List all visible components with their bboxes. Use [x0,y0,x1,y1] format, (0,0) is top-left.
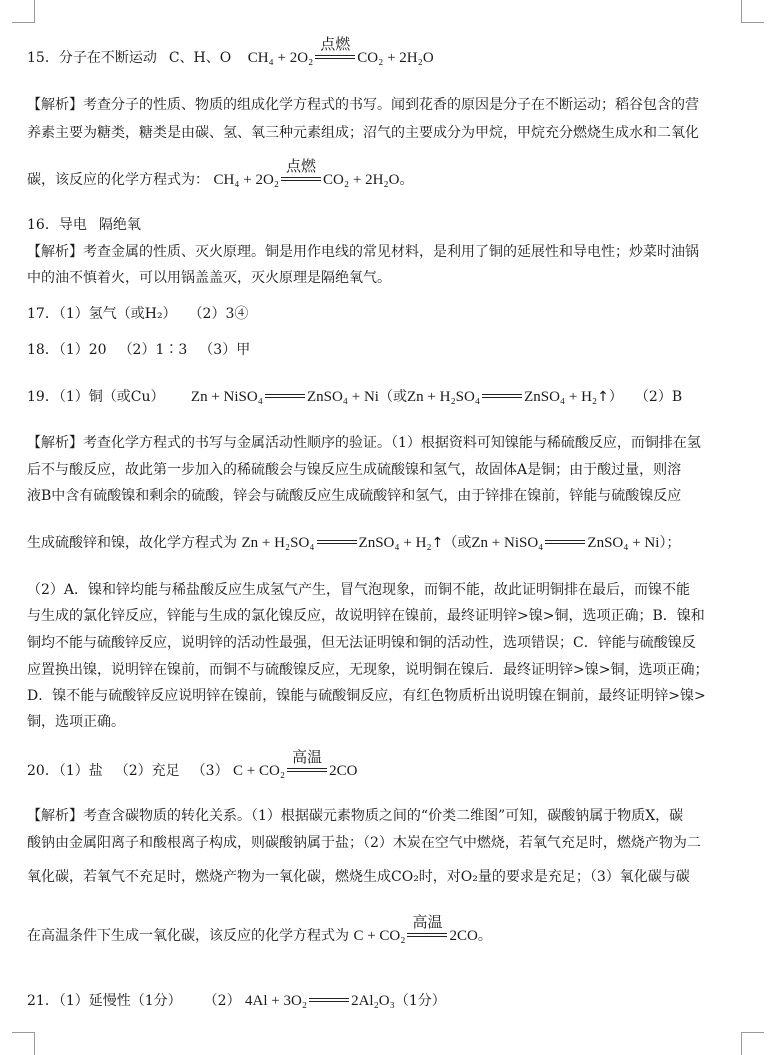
q19-explanation-line-8: 应置换出镍，说明锌在镍前，而铜不与硫酸镍反应，无现象，说明铜在镍后．最终证明锌>镍>铜，选项正确； [27,662,709,678]
q16-explanation-line-1: 【解析】考查金属的性质、灭火原理。铜是用作电线的常见材料，是利用了铜的延展性和导电性；炒菜时油锅 [27,244,699,260]
q19-explanation-line-3: 液B中含有硫酸镍和剩余的硫酸，锌会与硫酸反应生成硫酸锌和氢气，由于锌排在镍前，锌能与硫酸镍反应 [27,488,682,504]
q15-equation: CH₄ + 2O₂ 点燃 CO₂ + 2H₂O [247,35,434,66]
q19-explanation-line-4: 生成硫酸锌和镍，故化学方程式为 Zn + H₂SO₄ ZnSO₄ + H₂↑（或Zn + NiSO₄ ZnSO₄ + Ni）； [27,535,681,551]
q21-number: 21． [27,993,59,1009]
answer-page [27,0,749,1055]
q18-number: 18． [27,342,59,358]
reaction-condition: 点燃 [286,157,317,175]
q21-answer: 21．（1）延慢性（1分） （2） 4Al + 3O₂ 2Al₂O₃（1分） [27,993,446,1009]
reaction-condition: 高温 [292,748,323,766]
q15-answer-1: 分子在不断运动 [58,50,157,66]
gas-arrow-icon: ↑ [597,389,609,405]
q19-explanation-line-1: 【解析】考查化学方程式的书写与金属活动性顺序的验证。（1）根据资料可知镍能与稀硫酸反应，而铜排在氢 [27,435,701,451]
q19-answer: 19．（1）铜（或Cu） Zn + NiSO₄ ZnSO₄ + Ni（或Zn + H₂SO₄ ZnSO₄ + H₂↑） （2）B [27,389,683,405]
q19-number: 19． [27,389,59,405]
gas-arrow-icon: ↑ [431,535,444,551]
reaction-condition: 点燃 [320,35,351,53]
q15-explanation-line-3: 碳，该反应的化学方程式为： CH₄ + 2O₂ 点燃 CO₂ + 2H₂O。 [27,157,414,188]
q15-answer-2: C、H、O [168,50,232,66]
q19-explanation-line-6: 与生成的氯化锌反应，锌能与生成的氯化镍反应，故说明锌在镍前，最终证明锌>镍>铜，选项正确；B．镍和 [27,608,705,624]
q20-explanation-line-2: 酸钠由金属阳离子和酸根离子构成，则碳酸钠属于盐；（2）木炭在空气中燃烧，若氧气充足时，燃烧产物为二 [27,835,701,851]
q19-equation-1: Zn + NiSO₄ ZnSO₄ + Ni [190,389,379,405]
q15-number: 15． [27,50,59,66]
q19-explanation-line-2: 后不与酸反应，故此第一步加入的稀硫酸会与镍反应生成硫酸镍和氢气，故固体A是铜；由于酸过量，则溶 [27,462,682,478]
q16-number: 16． [27,217,59,233]
reaction-condition: 高温 [412,913,443,931]
q19-explanation-line-7: 铜均不能与硫酸锌反应，说明锌的活动性最强，但无法证明镍和铜的活动性，选项错误；C．锌能与硫酸镍反 [27,635,696,651]
q17-answer: 17．（1）氢气（或H₂） （2）3④ [27,306,249,322]
q20-answer: 20．（1）盐 （2）充足 （3） C + CO₂ 高温 2CO [27,748,358,779]
q19-equation-2: Zn + H₂SO₄ ZnSO₄ + H₂↑ [406,389,609,405]
q20-explanation-line-3: 氧化碳，若氧气不充足时，燃烧产物为一氧化碳，燃烧生成CO₂时，对O₂量的要求是充足；（3）氧化碳与碳 [27,869,690,885]
q19-explanation-line-10: 铜，选项正确。 [27,714,125,730]
q15-explanation-line-2: 养素主要为糖类，糖类是由碳、氢、氧三种元素组成；沼气的主要成分为甲烷，甲烷充分燃烧生成水和二氧化 [27,125,699,141]
q16-answer: 16．导电 隔绝氧 [27,217,141,233]
q16-explanation-line-2: 中的油不慎着火，可以用锅盖盖灭，灭火原理是隔绝氧气。 [27,270,391,286]
q20-explanation-line-4: 在高温条件下生成一氧化碳，该反应的化学方程式为 C + CO₂ 高温 2CO。 [27,913,492,944]
q20-number: 20． [27,763,59,779]
q18-answer: 18．（1）20 （2）1∶3 （3）甲 [27,342,251,358]
q19-explanation-line-9: D．镍不能与硫酸锌反应说明锌在镍前，镍能与硫酸铜反应，有红色物质析出说明镍在铜前，最终证明锌>镍> [27,688,706,704]
q15-explanation-equation: CH₄ + 2O₂ 点燃 CO₂ + 2H₂O [213,157,400,188]
q19-explanation-line-5: （2）A．镍和锌均能与稀盐酸反应生成氢气产生，冒气泡现象，而铜不能，故此证明铜排在最后，而镍不能 [27,582,691,598]
q17-number: 17． [27,306,59,322]
q15-explanation-line-1: 【解析】考查分子的性质、物质的组成化学方程式的书写。闻到花香的原因是分子在不断运动；稻谷包含的营 [27,97,699,113]
q15-answer [27,35,749,67]
q20-explanation-line-1: 【解析】考查含碳物质的转化关系。（1）根据碳元素物质之间的“价类二维图”可知，碳酸钠属于物质X，碳 [27,808,684,824]
